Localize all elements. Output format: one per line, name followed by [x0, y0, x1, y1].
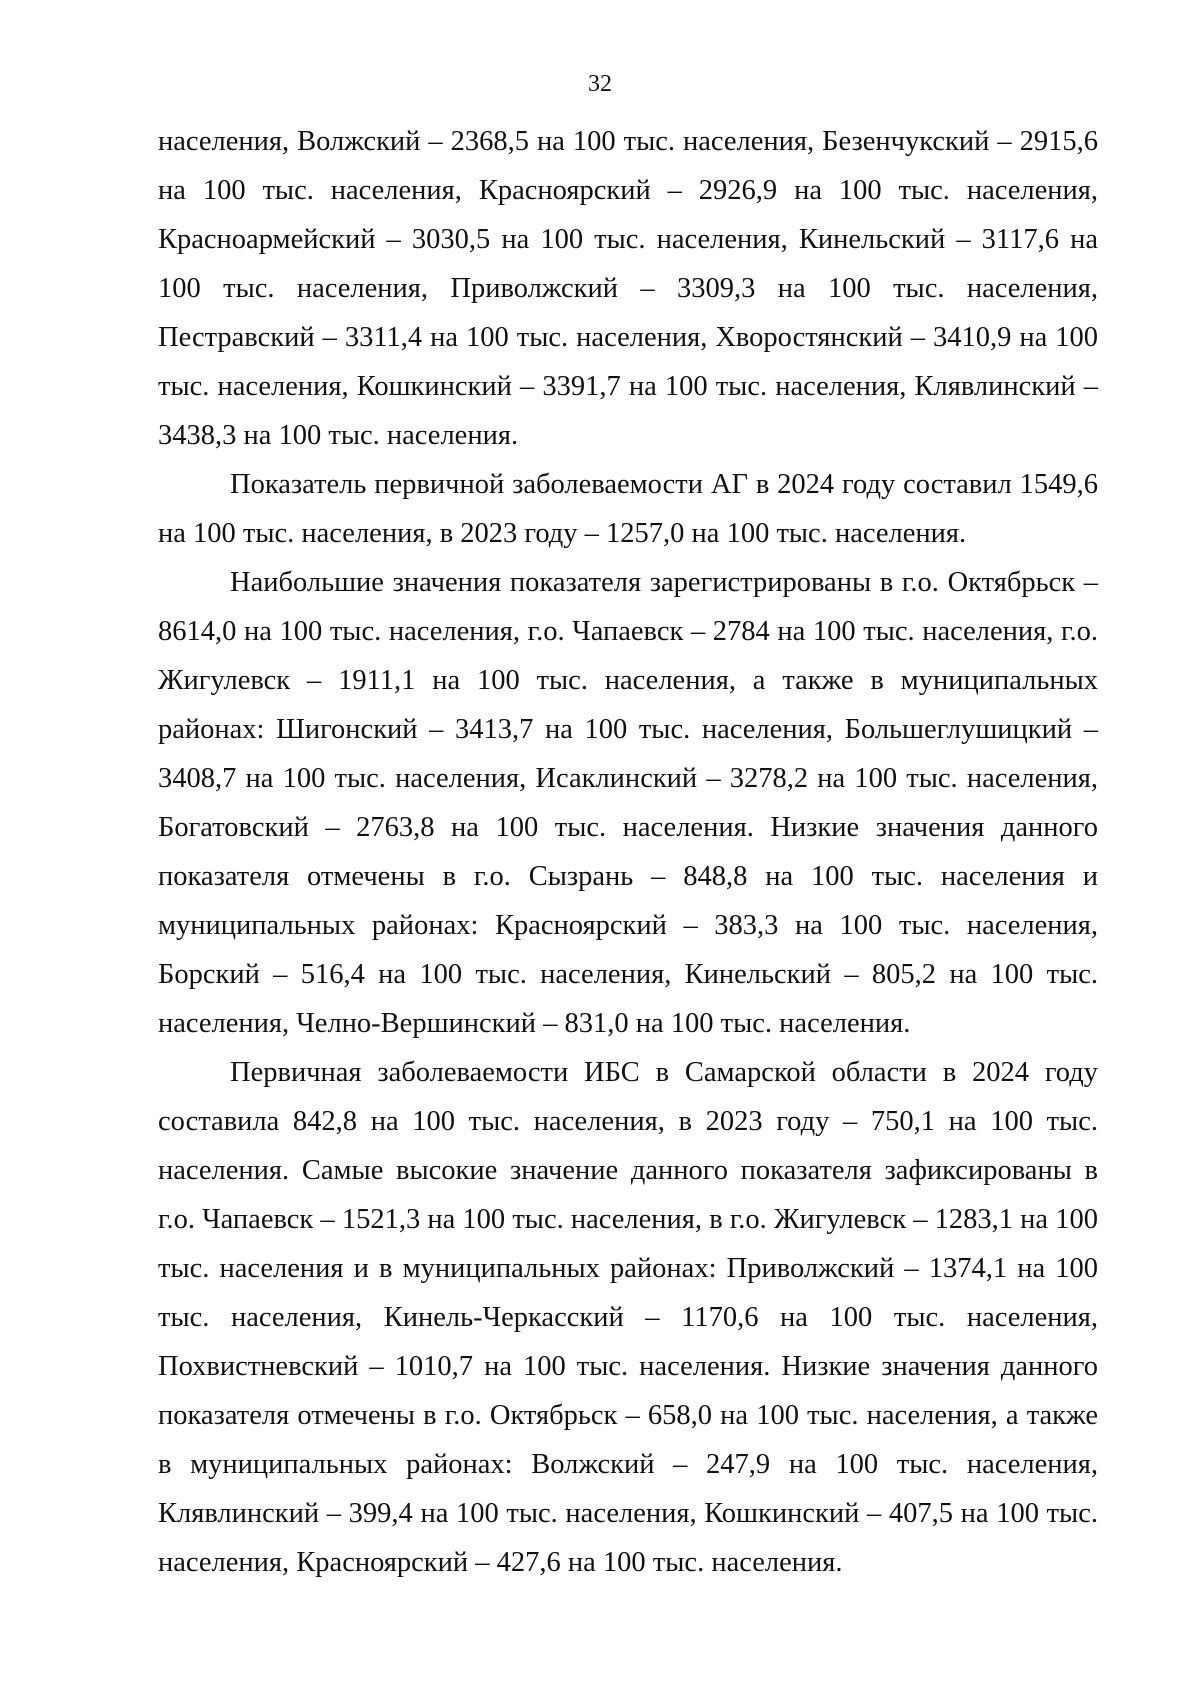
- paragraph-ag-incidence: Показатель первичной заболеваемости АГ в 2024 году составил 1549,6 на 100 тыс. населения, в 2023 году – 1257,0 на 100 тыс. населения.: [158, 469, 1098, 549]
- document-body: [158, 117, 1098, 1587]
- paragraph-ag-highest-values: Наибольшие значения показателя зарегистрированы в г.о. Октябрьск – 8614,0 на 100 тыс. населения, г.о. Чапаевск – 2784 на 100 тыс. населения, г.о. Жигулевск – 1911,1 на 100 тыс. населения, а также в муниципальных районах: Шигонский – 3413,7 на 100 тыс. населения, Большеглушицкий – 3408,7 на 100 тыс. населения, Исаклинский – 3278,2 на 100 тыс. населения, Богатовский – 2763,8 на 100 тыс. населения. Низкие значения данного показателя отмечены в г.о. Сызрань – 848,8 на 100 тыс. населения и муниципальных районах: Красноярский – 383,3 на 100 тыс. населения, Борский – 516,4 на 100 тыс. населения, Кинельский – 805,2 на 100 тыс. населения, Челно-Вершинский – 831,0 на 100 тыс. населения.: [158, 567, 1098, 1039]
- paragraph-ibs-incidence: Первичная заболеваемости ИБС в Самарской области в 2024 году составила 842,8 на 100 тыс. населения, в 2023 году – 750,1 на 100 тыс. населения. Самые высокие значение данного показателя зафиксированы в г.о. Чапаевск – 1521,3 на 100 тыс. населения, в г.о. Жигулевск – 1283,1 на 100 тыс. населения и в муниципальных районах: Приволжский – 1374,1 на 100 тыс. населения, Кинель-Черкасский – 1170,6 на 100 тыс. населения, Похвистневский – 1010,7 на 100 тыс. населения. Низкие значения данного показателя отмечены в г.о. Октябрьск – 658,0 на 100 тыс. населения, а также в муниципальных районах: Волжский – 247,9 на 100 тыс. населения, Клявлинский – 399,4 на 100 тыс. населения, Кошкинский – 407,5 на 100 тыс. населения, Красноярский – 427,6 на 100 тыс. населения.: [158, 1057, 1098, 1578]
- page-number: 32: [588, 71, 612, 97]
- paragraph-continuation: населения, Волжский – 2368,5 на 100 тыс. населения, Безенчукский – 2915,6 на 100 тыс. населения, Красноярский – 2926,9 на 100 тыс. населения, Красноармейский – 3030,5 на 100 тыс. населения, Кинельский – 3117,6 на 100 тыс. населения, Приволжский – 3309,3 на 100 тыс. населения, Пестравский – 3311,4 на 100 тыс. населения, Хворостянский – 3410,9 на 100 тыс. населения, Кошкинский – 3391,7 на 100 тыс. населения, Клявлинский – 3438,3 на 100 тыс. населения.: [158, 126, 1098, 451]
